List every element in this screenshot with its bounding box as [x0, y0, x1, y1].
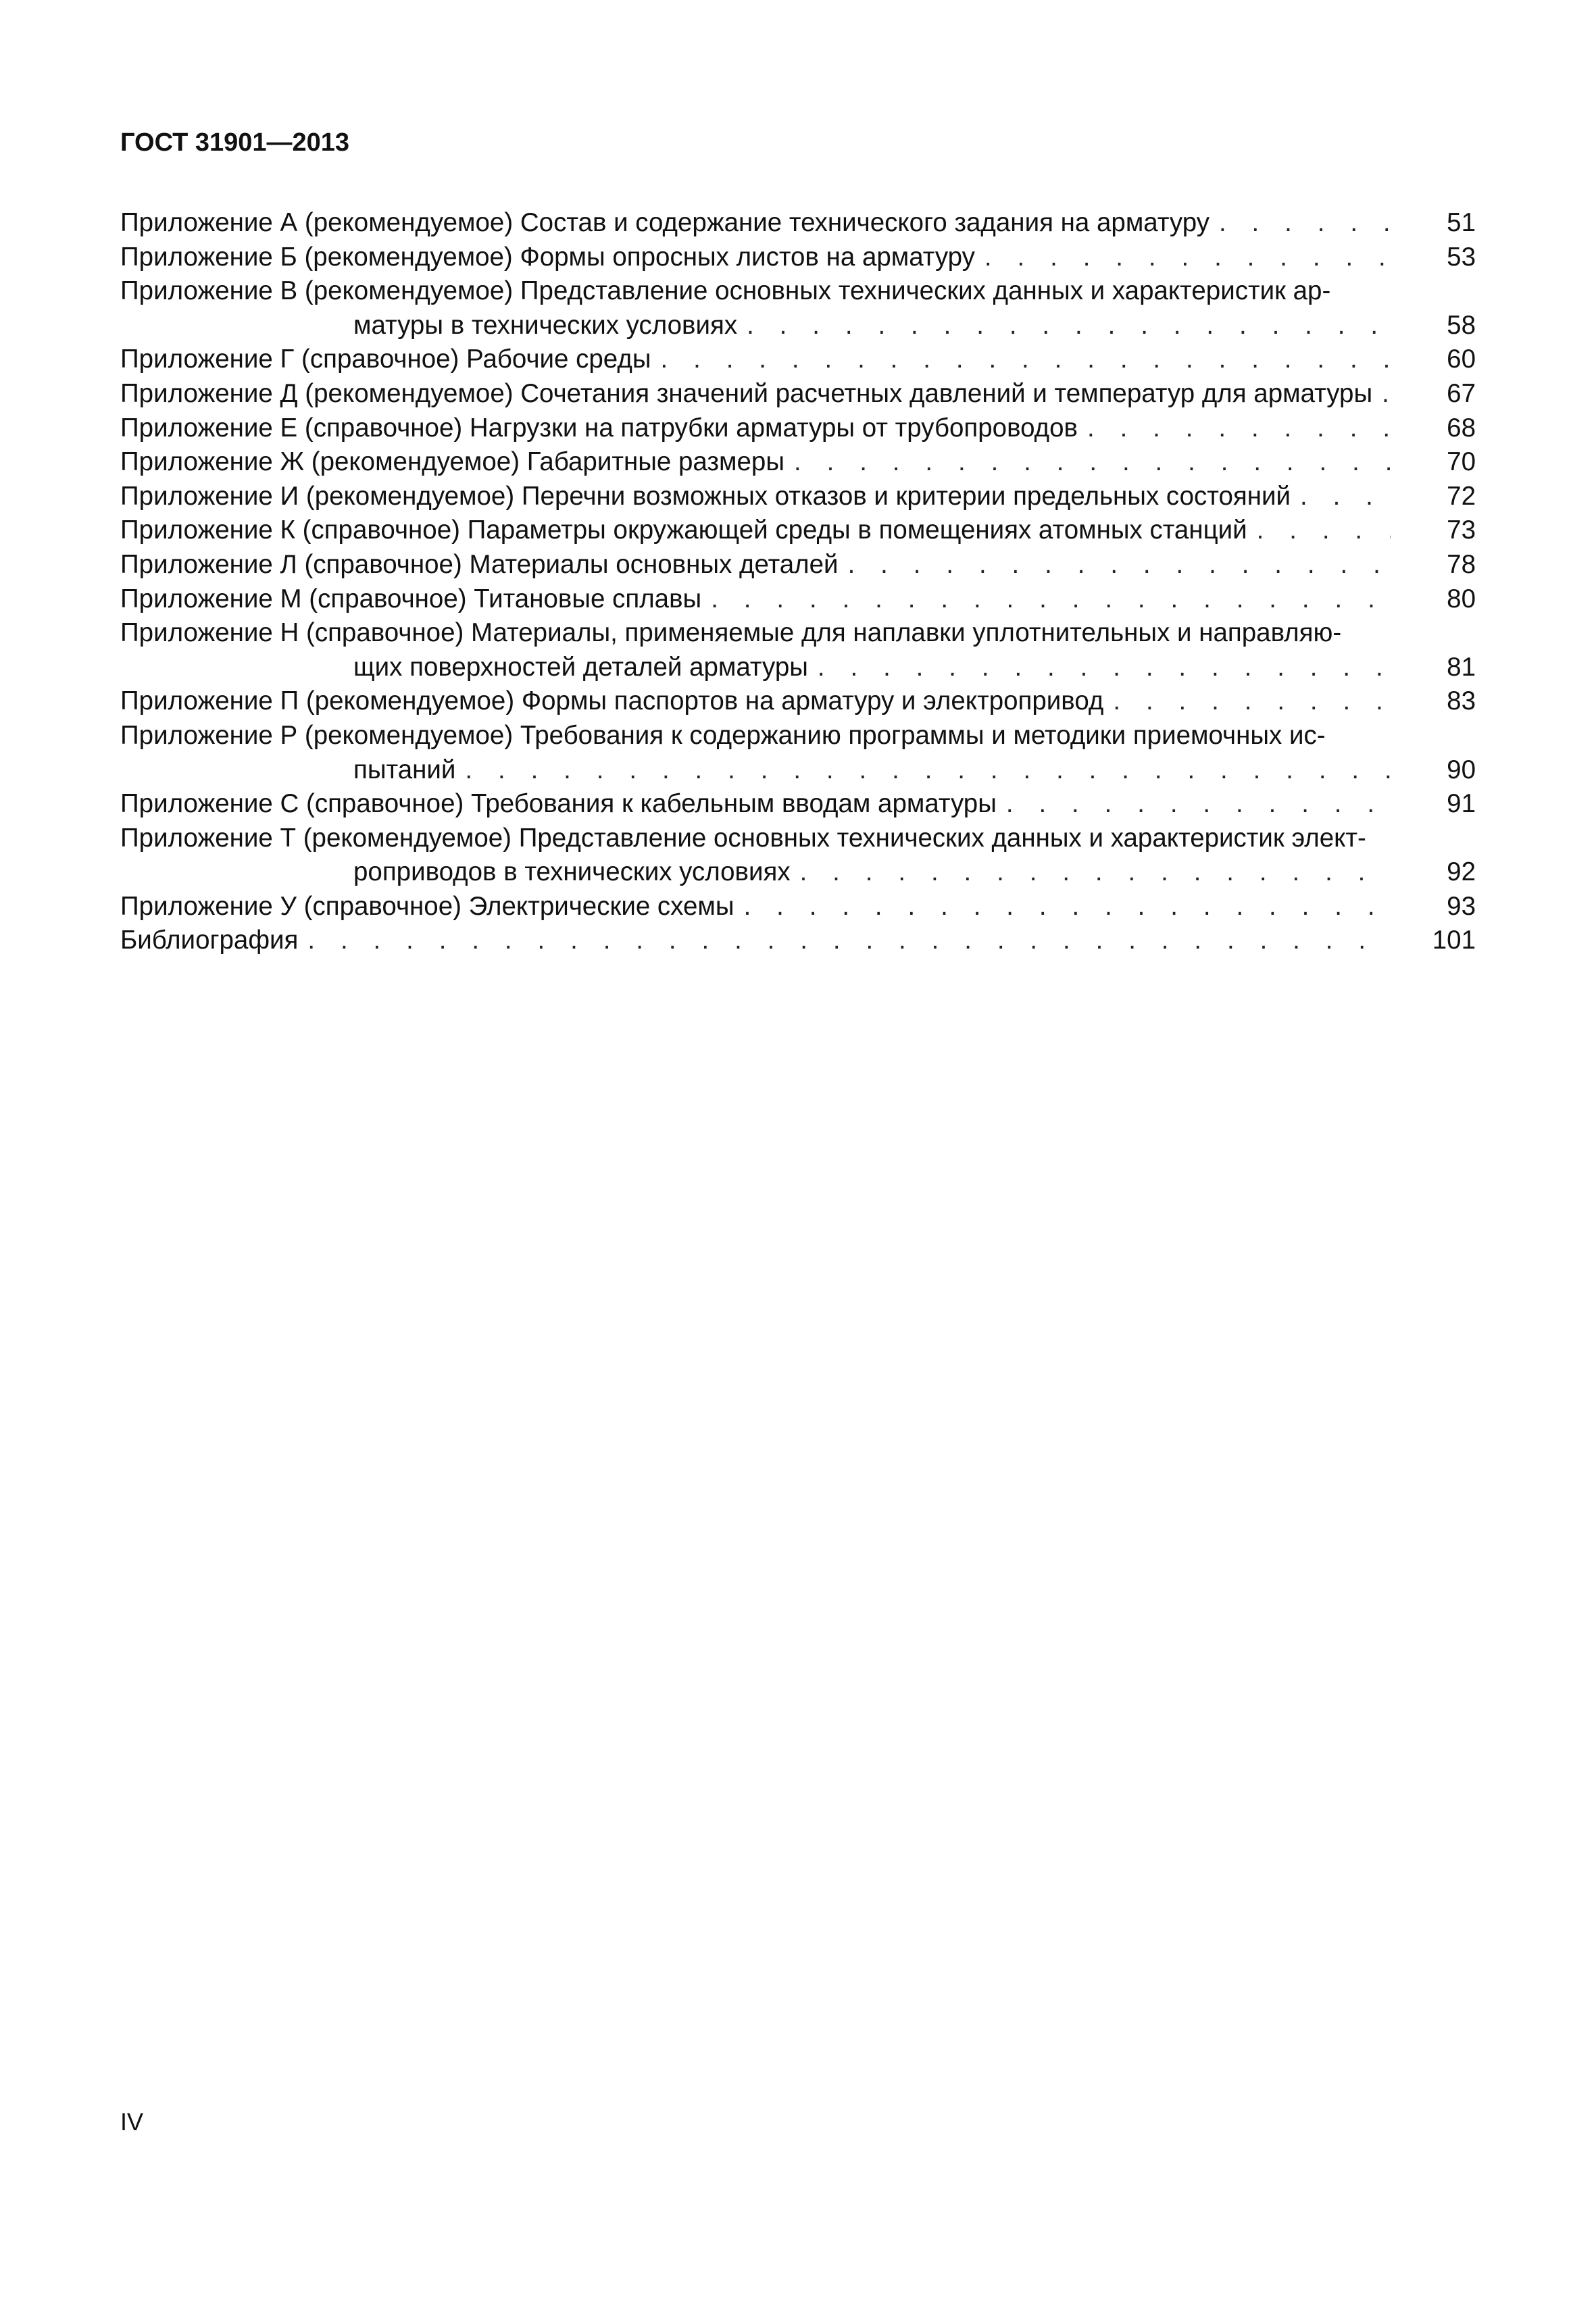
toc-page-number: 91: [1447, 789, 1476, 819]
toc-page-number: 101: [1432, 926, 1476, 955]
toc-entry[interactable]: [120, 480, 1485, 514]
toc-entry[interactable]: [120, 513, 1485, 548]
dot-leader: [747, 309, 1391, 343]
toc-page-number: 90: [1447, 755, 1476, 784]
toc-entry[interactable]: [120, 822, 1485, 890]
toc-page-number: 81: [1447, 652, 1476, 682]
toc-entry-title: Приложение М (справочное) Титановые сплавы: [120, 584, 702, 613]
dot-leader: [1113, 684, 1391, 719]
toc-entry-title-continuation: щих поверхностей деталей арматуры: [353, 652, 808, 682]
toc-entry[interactable]: [120, 241, 1485, 275]
dot-leader: [661, 343, 1391, 377]
toc-entry-title: Приложение П (рекомендуемое) Формы паспортов на арматуру и электропривод: [120, 686, 1104, 716]
dot-leader: [1300, 480, 1391, 514]
page-number: IV: [120, 2108, 144, 2136]
toc-entry[interactable]: [120, 616, 1485, 684]
toc-entry[interactable]: [120, 719, 1485, 787]
toc-entry-title: Приложение К (справочное) Параметры окружающей среды в помещениях атомных станций: [120, 515, 1247, 545]
table-of-contents: [120, 206, 1485, 958]
toc-entry-title: Приложение Н (справочное) Материалы, применяемые для наплавки уплотнительных и направляю-: [120, 618, 1342, 648]
toc-entry-title: Приложение Ж (рекомендуемое) Габаритные размеры: [120, 447, 785, 477]
toc-entry-title: Приложение Г (справочное) Рабочие среды: [120, 345, 651, 374]
toc-entry-title: Приложение Д (рекомендуемое) Сочетания значений расчетных давлений и температур для арматуры: [120, 378, 1373, 408]
toc-page-number: 58: [1447, 310, 1476, 340]
toc-page-number: 80: [1447, 584, 1476, 613]
dot-leader: [1087, 411, 1391, 446]
toc-page-number: 93: [1447, 891, 1476, 921]
toc-entry[interactable]: [120, 206, 1485, 241]
toc-entry-title: Библиография: [120, 926, 299, 955]
toc-entry-title: Приложение А (рекомендуемое) Состав и содержание технического задания на арматуру: [120, 208, 1210, 237]
toc-entry[interactable]: [120, 377, 1485, 411]
toc-entry-title: Приложение Е (справочное) Нагрузки на патрубки арматуры от трубопроводов: [120, 413, 1078, 443]
dot-leader: [307, 924, 1391, 958]
toc-page-number: 68: [1447, 413, 1476, 443]
toc-entry-title: Приложение В (рекомендуемое) Представление основных технических данных и характеристик ар-: [120, 276, 1331, 306]
toc-entry-title: Приложение Л (справочное) Материалы основных деталей: [120, 549, 839, 579]
dot-leader: [465, 753, 1391, 788]
toc-page-number: 67: [1447, 378, 1476, 408]
toc-entry[interactable]: [120, 890, 1485, 924]
toc-entry-title: Приложение С (справочное) Требования к кабельным вводам арматуры: [120, 789, 997, 819]
toc-page-number: 72: [1447, 481, 1476, 511]
toc-entry[interactable]: [120, 582, 1485, 617]
toc-page-number: 92: [1447, 857, 1476, 887]
toc-entry-title-continuation: роприводов в технических условиях: [353, 857, 791, 887]
dot-leader: [1257, 513, 1391, 548]
toc-page-number: 60: [1447, 345, 1476, 374]
toc-page-number: 51: [1447, 208, 1476, 237]
dot-leader: [848, 548, 1391, 582]
toc-entry[interactable]: [120, 343, 1485, 377]
toc-page-number: 70: [1447, 447, 1476, 477]
document-title: ГОСТ 31901—2013: [120, 128, 350, 157]
dot-leader: [794, 445, 1391, 480]
toc-entry-title: Приложение У (справочное) Электрические схемы: [120, 891, 734, 921]
toc-entry[interactable]: [120, 411, 1485, 446]
toc-entry-title: Приложение И (рекомендуемое) Перечни возможных отказов и критерии предельных состояний: [120, 481, 1291, 511]
dot-leader: [1382, 377, 1391, 411]
toc-page-number: 78: [1447, 549, 1476, 579]
dot-leader: [800, 855, 1391, 890]
toc-entry[interactable]: [120, 274, 1485, 343]
toc-entry[interactable]: [120, 787, 1485, 822]
dot-leader: [744, 890, 1391, 924]
toc-entry-title: Приложение Т (рекомендуемое) Представление основных технических данных и характеристик элект-: [120, 823, 1366, 853]
toc-entry-title: Приложение Б (рекомендуемое) Формы опросных листов на арматуру: [120, 242, 975, 272]
toc-entry-title-continuation: пытаний: [353, 755, 456, 784]
toc-page-number: 83: [1447, 686, 1476, 716]
toc-entry[interactable]: [120, 924, 1485, 958]
dot-leader: [818, 651, 1391, 685]
dot-leader: [711, 582, 1391, 617]
toc-entry[interactable]: [120, 684, 1485, 719]
toc-entry[interactable]: [120, 548, 1485, 582]
dot-leader: [1006, 787, 1391, 822]
toc-entry-title: Приложение Р (рекомендуемое) Требования к содержанию программы и методики приемочных ис-: [120, 720, 1326, 750]
toc-entry[interactable]: [120, 445, 1485, 480]
toc-page-number: 53: [1447, 242, 1476, 272]
dot-leader: [984, 241, 1391, 275]
dot-leader: [1219, 206, 1391, 241]
toc-entry-title-continuation: матуры в технических условиях: [353, 310, 738, 340]
toc-page-number: 73: [1447, 515, 1476, 545]
